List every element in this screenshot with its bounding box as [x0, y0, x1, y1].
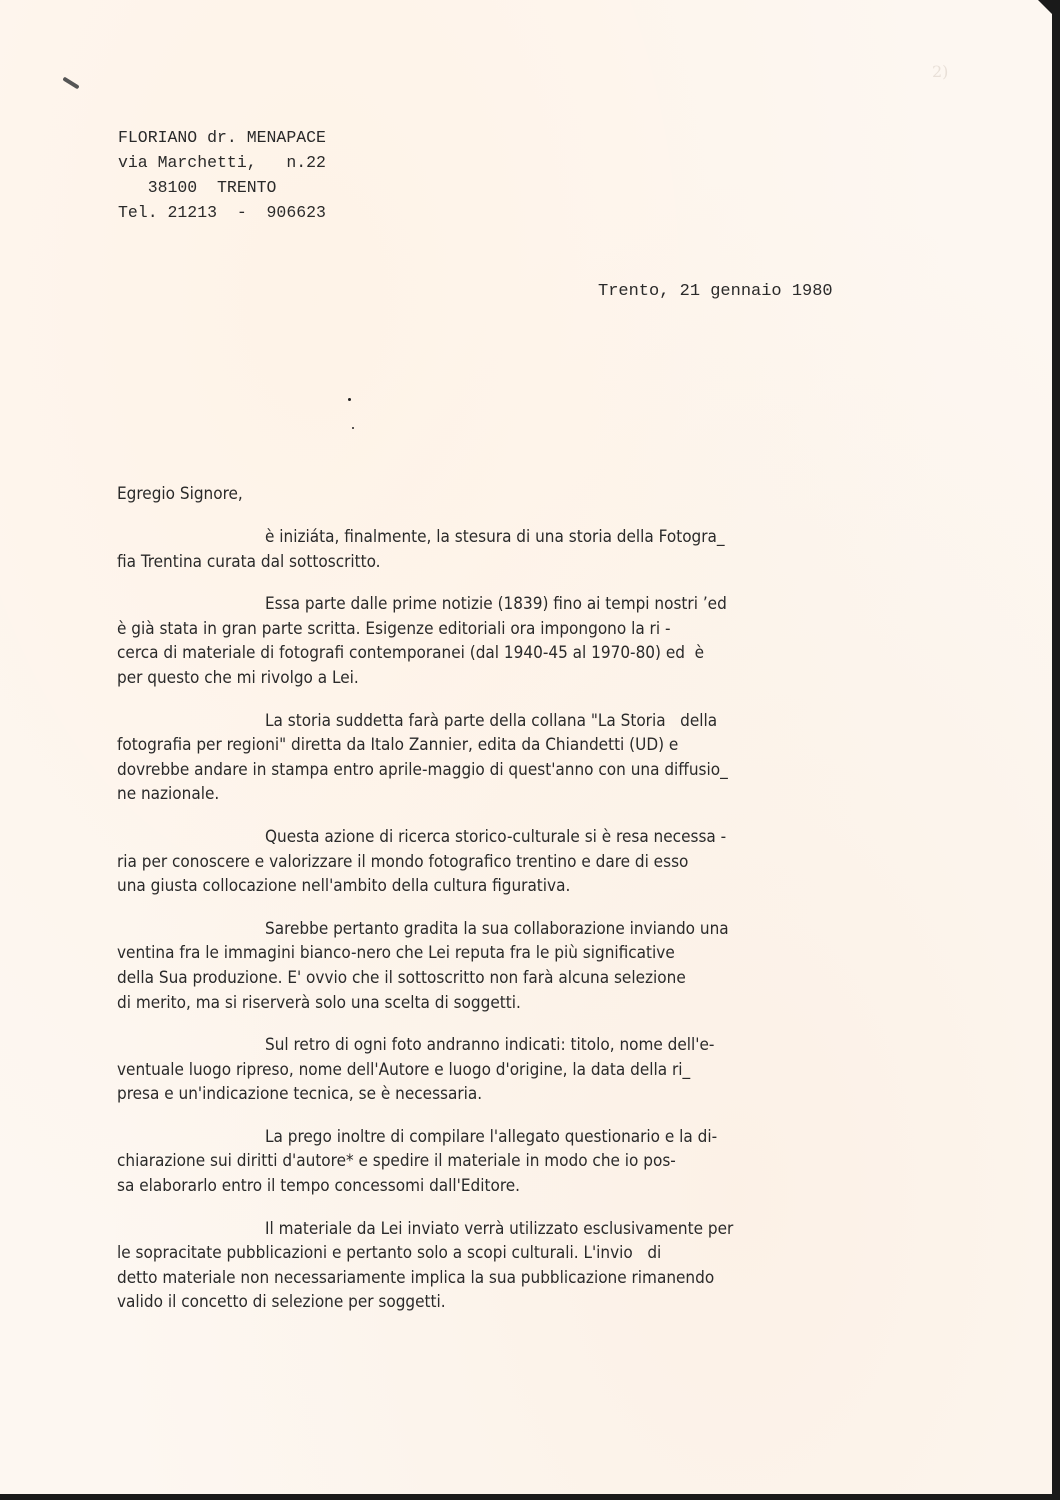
paragraph-6 — [117, 1033, 947, 1107]
sender-city: 38100 TRENTO — [118, 178, 277, 197]
paragraph-line: di merito, ma si riserverà solo una scelta di soggetti. — [117, 992, 521, 1013]
paragraph-line: fia Trentina curata dal sottoscritto. — [117, 551, 381, 572]
sender-phone: Tel. 21213 - 906623 — [118, 203, 326, 222]
paragraph-line: dovrebbe andare in stampa entro aprile-maggio di quest'anno con una diffusio_ — [117, 759, 728, 780]
stray-dot — [352, 427, 354, 429]
paragraph-7 — [117, 1125, 947, 1199]
stray-dot — [348, 398, 351, 401]
paragraph-line: Sul retro di ogni foto andranno indicati: titolo, nome dell'e- — [265, 1035, 715, 1056]
paragraph-line: cerca di materiale di fotografi contemporanei (dal 1940-45 al 1970-80) ed è — [117, 643, 705, 664]
sender-name: FLORIANO dr. MENAPACE — [118, 128, 326, 147]
paragraph-line: è iniziáta, finalmente, la stesura di una storia della Fotogra_ — [265, 527, 725, 547]
paragraph-line: sa elaborarlo entro il tempo concessomi dall'Editore. — [117, 1176, 521, 1197]
paragraph-line: valido il concetto di selezione per soggetti. — [117, 1292, 446, 1313]
page-marker: 2) — [932, 62, 949, 81]
sender-street: via Marchetti, n.22 — [118, 153, 326, 172]
paragraph-line: detto materiale non necessariamente implica la sua pubblicazione rimanendo — [117, 1267, 715, 1288]
paragraph-8 — [117, 1217, 947, 1315]
ink-mark — [62, 77, 79, 90]
paragraph-5 — [117, 917, 947, 1015]
paragraph-line: Sarebbe pertanto gradita la sua collaborazione inviando una — [265, 918, 729, 939]
paragraph-line: è già stata in gran parte scritta. Esigenze editoriali ora impongono la ri - — [117, 618, 671, 639]
paragraph-line: della Sua produzione. E' ovvio che il sottoscritto non farà alcuna selezione — [117, 967, 686, 988]
folded-corner — [1038, 0, 1052, 14]
paragraph-line: Questa azione di ricerca storico-culturale si è resa necessa - — [265, 826, 727, 847]
paragraph-3 — [117, 709, 947, 807]
paragraph-line: fotografia per regioni" diretta da Italo Zannier, edita da Chiandetti (UD) e — [117, 735, 679, 756]
paragraph-line: La prego inoltre di compilare l'allegato questionario e la di- — [265, 1126, 718, 1147]
salutation: Egregio Signore, — [117, 484, 243, 504]
paragraph-line: Il materiale da Lei inviato verrà utilizzato esclusivamente per — [265, 1218, 734, 1239]
paragraph-line: presa e un'indicazione tecnica, se è necessaria. — [117, 1084, 483, 1105]
letter-date: Trento, 21 gennaio 1980 — [598, 282, 833, 301]
paragraph-1 — [117, 525, 947, 574]
paragraph-line: Essa parte dalle prime notizie (1839) fino ai tempi nostri ’ed — [265, 594, 727, 615]
sender-address-block — [118, 125, 326, 225]
paragraph-line: le sopracitate pubblicazioni e pertanto solo a scopi culturali. L'invio di — [117, 1243, 662, 1264]
paragraph-line: ria per conoscere e valorizzare il mondo fotografico trentino e dare di esso — [117, 851, 689, 872]
paragraph-line: una giusta collocazione nell'ambito della cultura figurativa. — [117, 876, 571, 897]
paragraph-line: chiarazione sui diritti d'autore* e spedire il materiale in modo che io pos- — [117, 1151, 676, 1172]
letter-body — [117, 481, 947, 1333]
paragraph-line: ventuale luogo ripreso, nome dell'Autore e luogo d'origine, la data della ri_ — [117, 1059, 691, 1080]
paragraph-line: per questo che mi rivolgo a Lei. — [117, 667, 359, 688]
paragraph-line: ventina fra le immagini bianco-nero che Lei reputa fra le più significative — [117, 943, 675, 964]
paragraph-line: La storia suddetta farà parte della collana "La Storia della — [265, 710, 718, 731]
paragraph-2 — [117, 592, 947, 690]
paragraph-4 — [117, 825, 947, 899]
paragraph-line: ne nazionale. — [117, 784, 220, 805]
